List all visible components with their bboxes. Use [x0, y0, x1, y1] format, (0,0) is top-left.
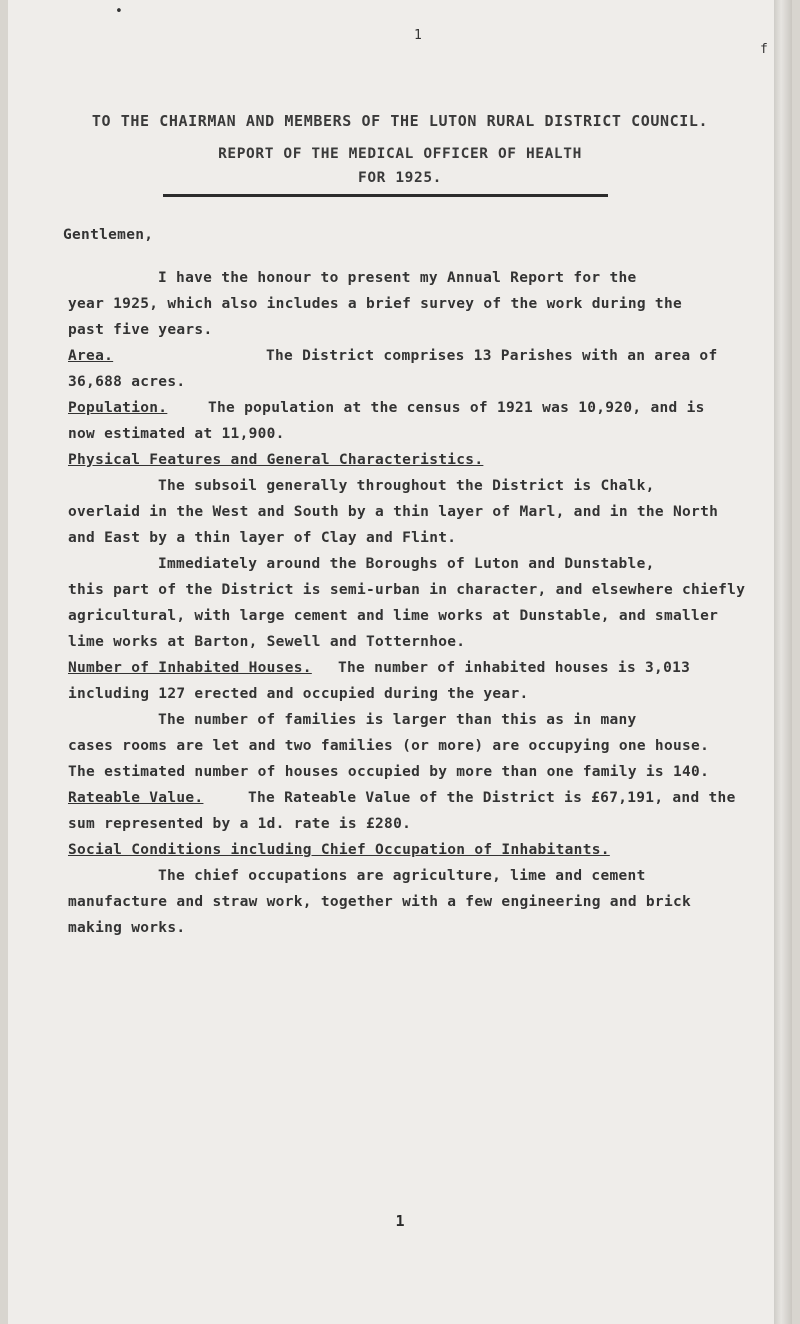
- body-line: The number of inhabited houses is 3,013: [338, 660, 691, 676]
- body-line: The estimated number of houses occupied by more than one family is 140.: [68, 764, 710, 780]
- body-line: The number of families is larger than this as in many: [158, 712, 637, 728]
- body-line: year 1925, which also includes a brief survey of the work during the: [68, 296, 683, 312]
- title-rule: [163, 194, 608, 197]
- body-line: The District comprises 13 Parishes with an area of: [266, 348, 718, 364]
- corner-mark-center: 1: [414, 28, 422, 43]
- report-title: TO THE CHAIRMAN AND MEMBERS OF THE LUTON RURAL DISTRICT COUNCIL.: [91, 112, 709, 130]
- body-line: past five years.: [68, 322, 213, 338]
- corner-mark-right: f: [760, 42, 768, 57]
- body-line: The Rateable Value of the District is £67,191, and the: [248, 790, 736, 806]
- body-line: making works.: [68, 920, 186, 936]
- body-line: sum represented by a 1d. rate is £280.: [68, 816, 412, 832]
- report-year: FOR 1925.: [358, 170, 442, 186]
- heading-rateable-value: Rateable Value.: [68, 790, 204, 806]
- heading-inhabited-houses: Number of Inhabited Houses.: [68, 660, 312, 676]
- heading-population: Population.: [68, 400, 168, 416]
- salutation: Gentlemen,: [63, 227, 154, 243]
- page-edge-shadow: [774, 0, 792, 1324]
- heading-area: Area.: [68, 348, 114, 364]
- body-line: this part of the District is semi-urban in character, and elsewhere chiefly: [68, 582, 746, 598]
- body-line: now estimated at 11,900.: [68, 426, 285, 442]
- body-line: lime works at Barton, Sewell and Totternhoe.: [68, 634, 466, 650]
- report-subtitle: REPORT OF THE MEDICAL OFFICER OF HEALTH: [218, 146, 582, 162]
- body-line: 36,688 acres.: [68, 374, 186, 390]
- body-line: Immediately around the Boroughs of Luton and Dunstable,: [158, 556, 655, 572]
- body-line: The chief occupations are agriculture, lime and cement: [158, 868, 646, 884]
- corner-mark-left: •: [115, 4, 123, 19]
- heading-social-conditions: Social Conditions including Chief Occupation of Inhabitants.: [68, 842, 610, 858]
- body-line: including 127 erected and occupied during the year.: [68, 686, 529, 702]
- body-line: cases rooms are let and two families (or more) are occupying one house.: [68, 738, 710, 754]
- document-page: [8, 0, 792, 1324]
- body-line: The subsoil generally throughout the District is Chalk,: [158, 478, 655, 494]
- body-line: and East by a thin layer of Clay and Flint.: [68, 530, 457, 546]
- body-line: agricultural, with large cement and lime works at Dunstable, and smaller: [68, 608, 719, 624]
- body-line: The population at the census of 1921 was 10,920, and is: [208, 400, 705, 416]
- page-number: 1: [395, 1212, 405, 1230]
- body-line: I have the honour to present my Annual Report for the: [158, 270, 637, 286]
- heading-physical-features: Physical Features and General Characteristics.: [68, 452, 484, 468]
- body-line: manufacture and straw work, together with a few engineering and brick: [68, 894, 692, 910]
- body-line: overlaid in the West and South by a thin layer of Marl, and in the North: [68, 504, 719, 520]
